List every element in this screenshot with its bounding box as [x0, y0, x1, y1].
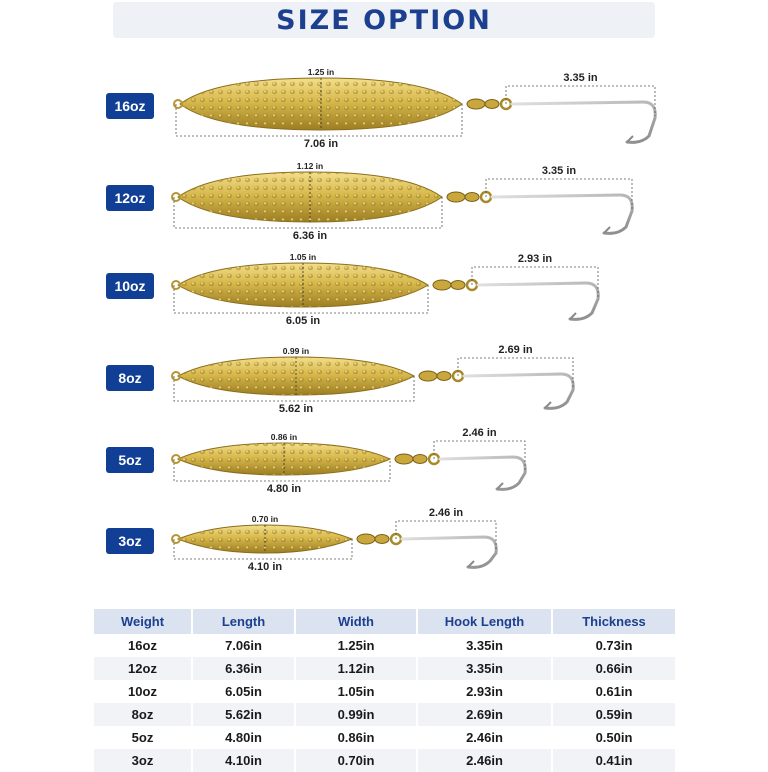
width-label: 1.12 in: [296, 161, 324, 171]
cell-hook-length: 2.93in: [417, 680, 552, 703]
cell-weight: 8oz: [94, 703, 192, 726]
swivel: [357, 534, 375, 544]
length-label: 6.05 in: [285, 315, 321, 327]
cell-hook-length: 2.46in: [417, 749, 552, 772]
table-row: [94, 703, 675, 726]
swivel: [467, 99, 485, 109]
cell-thickness: 0.50in: [552, 726, 675, 749]
weight-badge: 5oz: [106, 447, 154, 473]
cell-width: 0.99in: [295, 703, 417, 726]
cell-width: 1.05in: [295, 680, 417, 703]
swivel: [433, 280, 451, 290]
cell-length: 4.10in: [192, 749, 295, 772]
header-length: Length: [192, 609, 295, 634]
cell-hook-length: 2.46in: [417, 726, 552, 749]
cell-width: 0.86in: [295, 726, 417, 749]
width-label: 1.05 in: [289, 252, 317, 262]
cell-thickness: 0.61in: [552, 680, 675, 703]
cell-width: 1.12in: [295, 657, 417, 680]
cell-length: 5.62in: [192, 703, 295, 726]
hook: [512, 102, 655, 142]
width-label: 0.99 in: [282, 346, 310, 356]
cell-width: 1.25in: [295, 634, 417, 657]
table-row: [94, 634, 675, 657]
header-hook-length: Hook Length: [417, 609, 552, 634]
table-row: [94, 749, 675, 772]
hook: [402, 537, 496, 567]
swivel: [395, 454, 413, 464]
length-label: 4.10 in: [247, 561, 283, 573]
cell-hook-length: 3.35in: [417, 634, 552, 657]
length-label: 5.62 in: [278, 403, 314, 415]
header-width: Width: [295, 609, 417, 634]
weight-badge: 16oz: [106, 93, 154, 119]
width-label: 0.70 in: [251, 514, 279, 524]
width-label: 1.25 in: [307, 67, 335, 77]
weight-badge: 12oz: [106, 185, 154, 211]
swivel: [447, 192, 465, 202]
hook-length-label: 3.35 in: [563, 72, 598, 84]
swivel: [465, 193, 479, 202]
cell-length: 6.05in: [192, 680, 295, 703]
cell-weight: 16oz: [94, 634, 192, 657]
swivel: [413, 455, 427, 464]
cell-hook-length: 2.69in: [417, 703, 552, 726]
hook: [440, 457, 525, 489]
length-label: 7.06 in: [303, 138, 339, 150]
cell-weight: 10oz: [94, 680, 192, 703]
swivel: [375, 535, 389, 544]
cell-thickness: 0.59in: [552, 703, 675, 726]
cell-width: 0.70in: [295, 749, 417, 772]
cell-length: 7.06in: [192, 634, 295, 657]
swivel: [419, 371, 437, 381]
table-row: [94, 680, 675, 703]
length-label: 4.80 in: [266, 483, 302, 495]
cell-weight: 5oz: [94, 726, 192, 749]
swivel: [451, 281, 465, 290]
page-title: SIZE OPTION: [276, 4, 492, 36]
spec-table: [94, 609, 675, 772]
table-row: [94, 726, 675, 749]
hook: [478, 283, 598, 319]
weight-badge: 8oz: [106, 365, 154, 391]
hook-length-label: 2.46 in: [428, 507, 464, 519]
cell-length: 4.80in: [192, 726, 295, 749]
swivel: [437, 372, 451, 381]
header-thickness: Thickness: [552, 609, 675, 634]
hook-length-label: 2.46 in: [462, 427, 497, 439]
table-header-row: [94, 609, 675, 634]
hook-length-label: 3.35 in: [541, 165, 577, 177]
cell-thickness: 0.73in: [552, 634, 675, 657]
cell-thickness: 0.41in: [552, 749, 675, 772]
hook-length-label: 2.69 in: [498, 344, 533, 356]
width-label: 0.86 in: [270, 432, 298, 442]
cell-thickness: 0.66in: [552, 657, 675, 680]
hook-length-label: 2.93 in: [517, 253, 553, 265]
hook: [464, 374, 573, 408]
header-weight: Weight: [94, 609, 192, 634]
length-label: 6.36 in: [292, 230, 328, 242]
table-row: [94, 657, 675, 680]
cell-length: 6.36in: [192, 657, 295, 680]
cell-weight: 3oz: [94, 749, 192, 772]
weight-badge: 10oz: [106, 273, 154, 299]
weight-badge: 3oz: [106, 528, 154, 554]
hook: [492, 195, 632, 233]
swivel: [485, 100, 499, 109]
cell-hook-length: 3.35in: [417, 657, 552, 680]
cell-weight: 12oz: [94, 657, 192, 680]
